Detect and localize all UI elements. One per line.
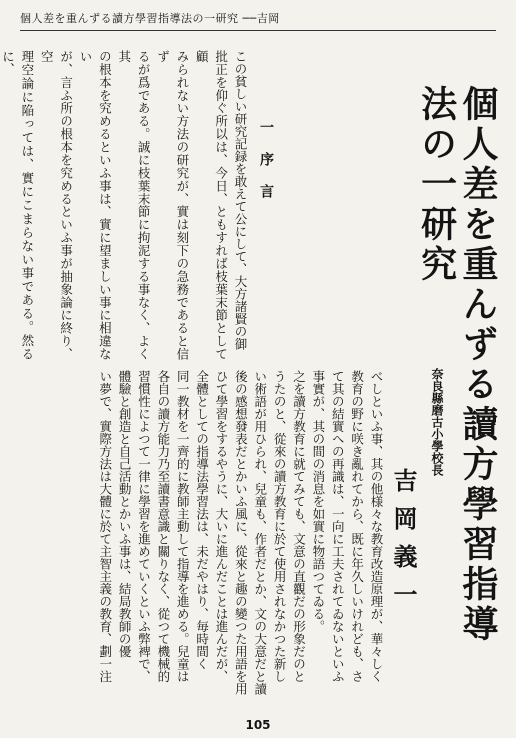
author-name: 吉岡義一: [389, 468, 418, 620]
author-affiliation: 奈良縣磨古小學校長: [430, 368, 444, 476]
article-title: 個人差を重んずる讀方學習指導法の一研究: [415, 85, 499, 645]
section-heading: 一序言: [258, 120, 274, 216]
running-header: 個人差を重んずる讀方學習指導法の一研究 ──吉岡: [20, 10, 496, 31]
body-text-left: この貧しい研究記録を敢えて公にして、大方諸賢の御 批正を仰ぐ所以は、今日、ともすれば枝葉末節として顧 みられない方法の研究が、實は刻下の急務であると信ず るが爲である。誠に枝葉末節に拘泥する事なく、よく其 の根本を究めるといふ事は、實に望ましい事に相違ない が、言ふ所の根本を究めるといふ事が抽象論に終り、空 理空論に陥っては、實にこまらない事である。然るに、: [0, 50, 248, 360]
page-number: 105: [245, 718, 271, 732]
body-text-right: べしといふ事、其の他様々な教育改造原理が、華々しく 教育の野に咲き亂れてから、既に年久しいけれども、さ て其の結實への再識は、一向に工夫されてゐないといふ 事實が、其の間の消息を如實に物語つてゐる。 之を讀方教育に就てみても、文意の直觀だの形象だのと うたのと、從來の讀方教育に於て使用されなかつた新し い術語が用ひられ、兒童も、作者だとか、文の大意だと讀 後の感想發表だとかいふ風に、從來と趣の變つた用語を用 ひて學習をするやうに、大いに進んだことは進んだが、 全體としての指導法學習法は、未だやはり、毎時間く 同一教材を一齊的に教師主動して指導を進める。兒童は 各自の讀方能力乃至讀書意識と關りなく、從つて機械的 習慣性によつて一律に學習を進めていくといふ弊裨で、 體驗と創造と自己活動とかいふ事は、結局教師の優 い夢で、實際方法は大體に於て主智主義の教育、劃一注: [97, 370, 384, 695]
